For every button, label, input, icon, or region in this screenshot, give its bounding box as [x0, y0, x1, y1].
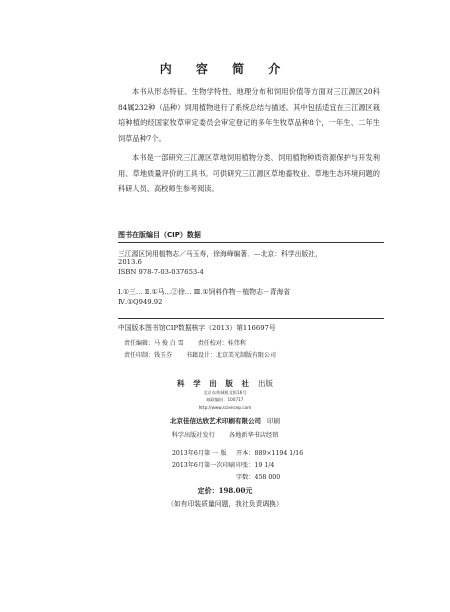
intro-text-2: 本书是一部研究三江源区草地饲用植物分类、饲用植物种质资源保护与开发利用、草地质量评价的工具书。可供研究三江源区草地畜牧业、草地生态环境问题的科研人员、高校师生参考阅读。	[118, 153, 380, 193]
credit-line-editors	[124, 338, 246, 347]
cip-line-1: 三江源区饲用植物志／马玉寿，徐海峰编著．—北京：科学出版社，	[118, 250, 322, 258]
price: 定价：198.00元	[197, 486, 253, 495]
print-name: 钱玉芬	[154, 352, 173, 359]
quality-notice: （如有印装质量问题，我社负责调换）	[167, 500, 283, 508]
print-label: 责任印制：	[124, 352, 155, 359]
publisher-title: 科 学 出 版 社	[177, 379, 252, 388]
publisher-url: http://www.sciencep.com	[198, 405, 252, 410]
page-title: 内 容 简 介	[159, 62, 291, 76]
editor-names: 马 俊 白 雪	[154, 340, 184, 347]
printer-name: 北京佳信达欣艺术印刷有限公司	[170, 417, 261, 425]
credit-line-print	[124, 350, 276, 359]
printer-line	[0, 416, 450, 425]
cip-top-rule	[118, 242, 384, 243]
design-label: 书籍设计：	[186, 352, 217, 359]
publisher-address: 北京东黄城根北街16号	[203, 390, 247, 395]
design-name: 北京美光制版有限公司	[216, 352, 277, 359]
cip-number: 中国版本图书馆CIP数据核字（2013）第116697号	[118, 324, 276, 332]
intro-paragraph-1	[118, 84, 380, 146]
publisher-name	[0, 378, 450, 389]
intro-text-1: 本书从形态特征、生物学特性、地理分布和饲用价值等方面对三江源区20科84属232种（品种）饲用植物进行了系统总结与描述。其中包括适宜在三江源区栽培种植的经国家牧草审定委员会审定登记的多年生牧草品种8个，一年生、二年生饲草品种7个。	[118, 87, 380, 143]
publisher-postcode: 邮政编码：100717	[206, 397, 244, 402]
editor-label: 责任编辑：	[124, 340, 155, 347]
distribution-line	[0, 430, 450, 439]
printing-info: 2013年6月第一次印刷	[172, 462, 235, 469]
proof-label: 责任校对：	[197, 340, 228, 347]
cip-isbn: ISBN 978-7-03-037653-4	[118, 268, 204, 276]
proof-name: 桂伟利	[227, 340, 246, 347]
cip-heading: 图书在版编目（CIP）数据	[118, 231, 201, 239]
format-info: 开本：889×1194 1/16	[236, 450, 304, 457]
edition-info: 2013年6月第 一 版	[172, 450, 227, 457]
publisher-tag: 出版	[257, 379, 273, 388]
intro-paragraph-2	[118, 150, 380, 197]
cip-line-5: Ⅳ.①Q949.92	[118, 298, 163, 306]
cip-line-4: Ⅰ.①三… Ⅱ.①马…②徐… Ⅲ.①饲料作物－植物志－青海省	[118, 288, 291, 296]
word-count: 字数：458 000	[236, 474, 281, 481]
cip-line-2: 2013.6	[118, 258, 142, 266]
cip-bottom-rule	[118, 318, 384, 319]
retail: 各地新华书店经销	[228, 432, 279, 439]
printer-tag: 印刷	[267, 417, 280, 425]
distributor: 科学出版社发行	[171, 432, 215, 439]
sheets-info: 印张：19 1/4	[236, 462, 275, 469]
